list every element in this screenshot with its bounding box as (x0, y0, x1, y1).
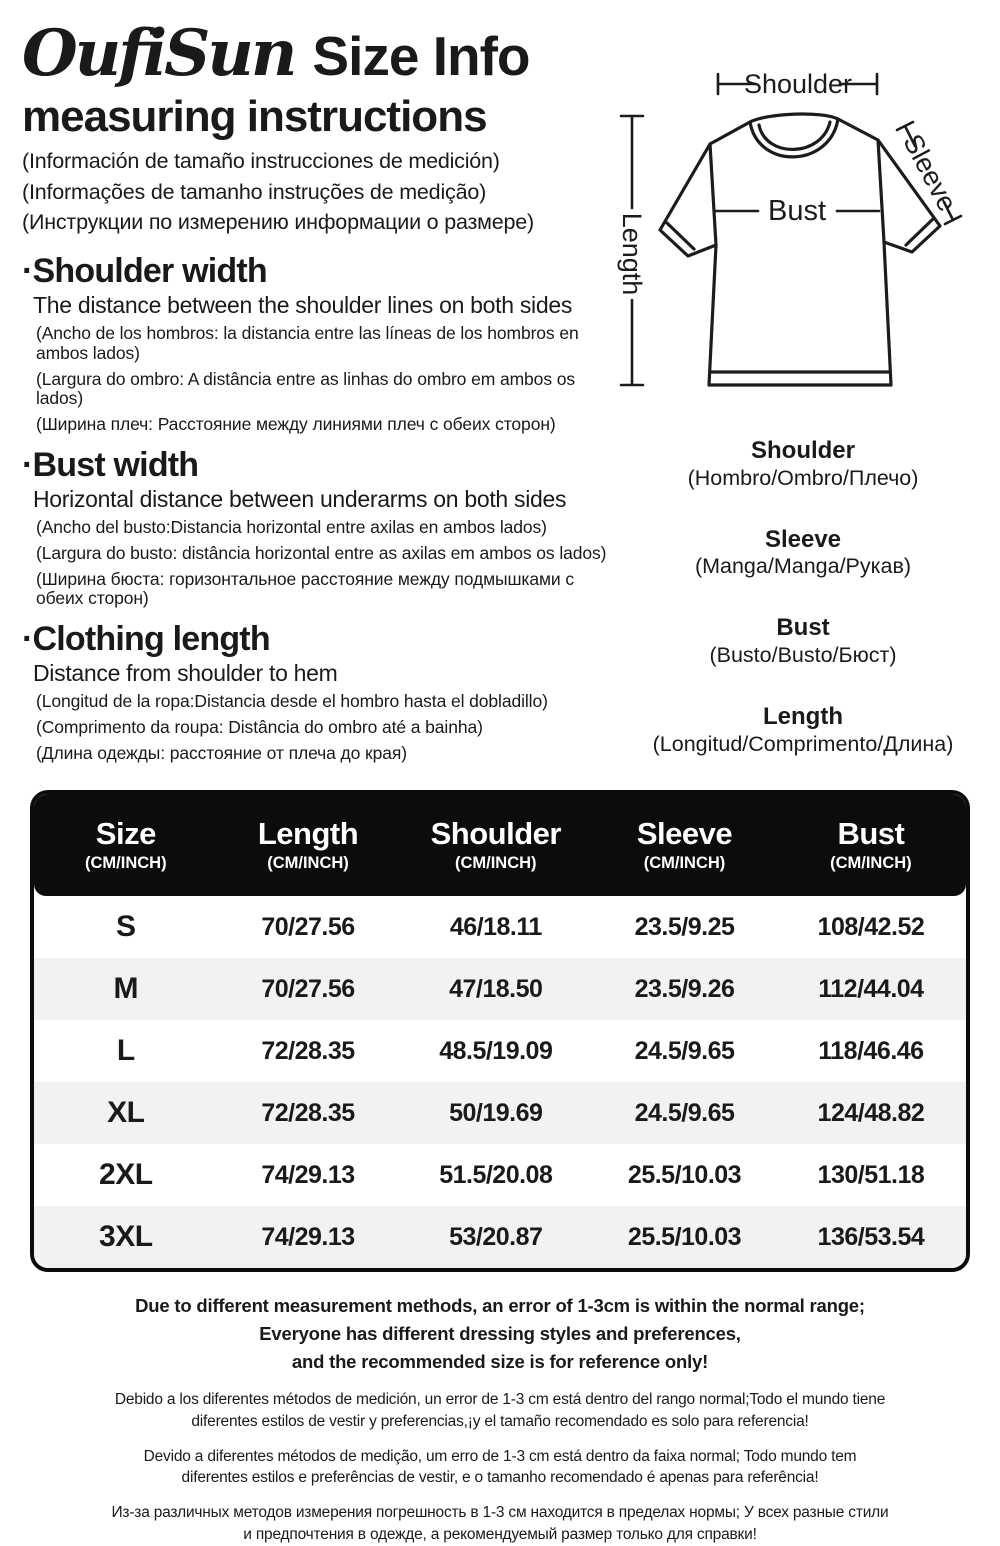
section-shoulder-width (22, 254, 610, 435)
legend-name: Sleeve (764, 525, 842, 553)
cell-shoulder: 47/18.50 (449, 974, 543, 1003)
tshirt-measurement-diagram (610, 38, 1000, 432)
cell-shoulder: 51.5/20.08 (439, 1160, 553, 1189)
diagram-length-label: Length (617, 212, 647, 296)
translation-pt: (Comprimento da roupa: Distância do ombro até a bainha) (36, 717, 483, 738)
table-row-3xl (34, 1206, 966, 1268)
cell-bust: 118/46.46 (818, 1036, 924, 1065)
table-row-m (34, 958, 966, 1020)
column-unit: (CM/INCH) (267, 854, 349, 873)
diagram-legend (606, 437, 1000, 791)
section-title: ·Clothing length (22, 620, 270, 659)
cell-bust: 124/48.82 (817, 1098, 925, 1127)
cell-shoulder: 48.5/19.09 (439, 1036, 553, 1065)
translation-ru: (Длина одежды: расстояние от плеча до края) (36, 742, 407, 763)
column-title: Length (257, 815, 359, 851)
column-header-bust (776, 817, 966, 873)
section-clothing-length (22, 622, 610, 763)
legend-name: Bust (776, 614, 830, 642)
legend-name: Length (763, 702, 843, 730)
column-title: Sleeve (636, 815, 733, 851)
legend-translation: (Hombro/Ombro/Плечо) (687, 465, 919, 490)
measure-sections (22, 254, 610, 777)
table-row-2xl (34, 1144, 966, 1206)
page-title: Size Info (312, 25, 530, 87)
section-translations (22, 324, 610, 435)
brand-logo: OufiSun (22, 16, 295, 91)
disclaimer-pt-line: diferentes estilos e preferências de vestir, e o tamanho recomendado é apenas para referência! (181, 1469, 819, 1487)
cuff-left (667, 223, 694, 249)
cell-sleeve: 23.5/9.26 (634, 974, 735, 1003)
cell-shoulder: 53/20.87 (449, 1222, 543, 1251)
cell-size: 2XL (99, 1158, 153, 1191)
column-unit: (CM/INCH) (454, 854, 537, 873)
cell-size: S (116, 910, 136, 943)
disclaimer-ru (0, 1502, 1000, 1545)
column-header-shoulder (398, 817, 593, 873)
heading-translation-ru: (Инструкции по измерению информации о размере) (22, 210, 534, 235)
cuff-right (906, 219, 933, 245)
heading-translation-pt: (Informações de tamanho instruções de medição) (22, 179, 487, 204)
legend-item-sleeve (606, 526, 1000, 581)
heading-translation-es: (Información de tamaño instrucciones de medición) (22, 149, 500, 174)
cell-bust: 136/53.54 (817, 1222, 925, 1251)
cell-length: 70/27.56 (261, 912, 355, 941)
disclaimer-en (0, 1292, 1000, 1375)
section-translations (22, 518, 610, 609)
translation-es: (Ancho del busto:Distancia horizontal entre axilas en ambos lados) (36, 517, 547, 538)
seam-left (710, 144, 716, 245)
column-unit: (CM/INCH) (643, 854, 726, 873)
column-unit: (CM/INCH) (85, 854, 167, 873)
column-unit: (CM/INCH) (830, 854, 912, 873)
translation-ru: (Ширина бюста: горизонтальное расстояние между подмышками с обеих сторон) (36, 568, 575, 609)
column-title: Size (95, 815, 156, 851)
section-subtitle: Distance from shoulder to hem (33, 659, 338, 686)
disclaimer-en-line: Due to different measurement methods, an error of 1-3cm is within the normal range; (135, 1295, 865, 1316)
heading-translations (22, 146, 607, 238)
legend-name: Shoulder (750, 437, 855, 464)
cell-size: XL (107, 1096, 145, 1129)
tshirt-outline (660, 114, 940, 385)
cell-shoulder: 50/19.69 (449, 1098, 543, 1127)
cell-sleeve: 25.5/10.03 (627, 1160, 742, 1189)
disclaimer-es-line: diferentes estilos de vestir y preferencias,¡y el tamaño recomendado es solo para referencia! (191, 1412, 809, 1430)
column-header-length (218, 817, 399, 873)
translation-ru: (Ширина плеч: Расстояние между линиями плеч с обеих сторон) (36, 414, 556, 435)
legend-translation: (Manga/Manga/Рукав) (694, 554, 912, 579)
translation-es: (Ancho de los hombros: la distancia entre las líneas de los hombros en ambos lados) (36, 323, 579, 363)
cell-sleeve: 25.5/10.03 (627, 1222, 742, 1251)
section-translations (22, 692, 610, 763)
translation-pt: (Largura do busto: distância horizontal entre as axilas em ambos os lados) (36, 542, 607, 563)
cell-size: 3XL (99, 1220, 153, 1253)
column-header-sleeve (593, 817, 776, 873)
table-row-xl (34, 1082, 966, 1144)
disclaimer-ru-line: и предпочтения в одежде, а рекомендуемый размер только для справки! (243, 1525, 757, 1543)
cell-size: M (113, 972, 139, 1005)
seam-right (878, 140, 884, 242)
column-title: Shoulder (430, 815, 561, 851)
brand-row (22, 16, 607, 91)
disclaimer-es (0, 1389, 1000, 1432)
legend-translation: (Longitud/Comprimento/Длина) (652, 731, 954, 756)
column-header-size (34, 817, 218, 873)
legend-translation: (Busto/Busto/Бюст) (709, 642, 897, 667)
cell-length: 74/29.13 (261, 1222, 355, 1251)
header (22, 16, 607, 238)
legend-item-shoulder (606, 437, 1000, 492)
diagram-sleeve-label: Sleeve (897, 129, 963, 217)
size-table (30, 790, 970, 1272)
tshirt-diagram-icon (610, 38, 1000, 432)
cell-bust: 130/51.18 (817, 1160, 925, 1189)
translation-pt: (Largura do ombro: A distância entre as linhas do ombro em ambos os lados) (36, 368, 576, 409)
legend-item-length (606, 703, 1000, 758)
section-bust-width (22, 445, 610, 609)
disclaimer-pt (0, 1446, 1000, 1489)
column-title: Bust (837, 815, 905, 851)
cell-shoulder: 46/18.11 (449, 912, 542, 941)
disclaimer-ru-line: Из-за различных методов измерения погрешность в 1-3 см находится в пределах нормы; У всех разные стили (111, 1504, 889, 1521)
table-row-l (34, 1020, 966, 1082)
cell-length: 70/27.56 (261, 974, 355, 1003)
section-title: ·Shoulder width (22, 252, 267, 290)
section-title: ·Bust width (22, 445, 199, 484)
section-subtitle: Horizontal distance between underarms on both sides (33, 485, 567, 512)
cell-sleeve: 23.5/9.25 (634, 912, 735, 941)
table-row-s (34, 896, 966, 958)
cell-sleeve: 24.5/9.65 (634, 1098, 735, 1127)
cell-length: 72/28.35 (261, 1036, 355, 1065)
cell-length: 74/29.13 (261, 1160, 355, 1189)
disclaimers (0, 1292, 1000, 1546)
size-table-header (34, 794, 966, 896)
cell-size: L (116, 1034, 135, 1067)
cell-length: 72/28.35 (261, 1098, 355, 1127)
disclaimer-pt-line: Devido a diferentes métodos de medição, um erro de 1-3 cm está dentro da faixa normal; Todo mundo tem (143, 1447, 857, 1465)
disclaimer-en-line: Everyone has different dressing styles and preferences, (259, 1322, 741, 1344)
legend-item-bust (606, 614, 1000, 669)
main-heading: measuring instructions (22, 92, 487, 141)
diagram-shoulder-label: Shoulder (743, 69, 853, 99)
section-subtitle: The distance between the shoulder lines on both sides (33, 291, 573, 318)
translation-es: (Longitud de la ropa:Distancia desde el hombro hasta el dobladillo) (36, 691, 548, 712)
cell-sleeve: 24.5/9.65 (634, 1036, 735, 1065)
diagram-bust-label: Bust (767, 195, 827, 227)
disclaimer-en-line: and the recommended size is for reference only! (291, 1350, 709, 1372)
collar-inner (759, 122, 830, 149)
cell-bust: 108/42.52 (817, 912, 925, 941)
cell-bust: 112/44.04 (818, 974, 924, 1003)
disclaimer-es-line: Debido a los diferentes métodos de medición, un error de 1-3 cm está dentro del rango normal;Todo el mundo tiene (114, 1391, 886, 1409)
